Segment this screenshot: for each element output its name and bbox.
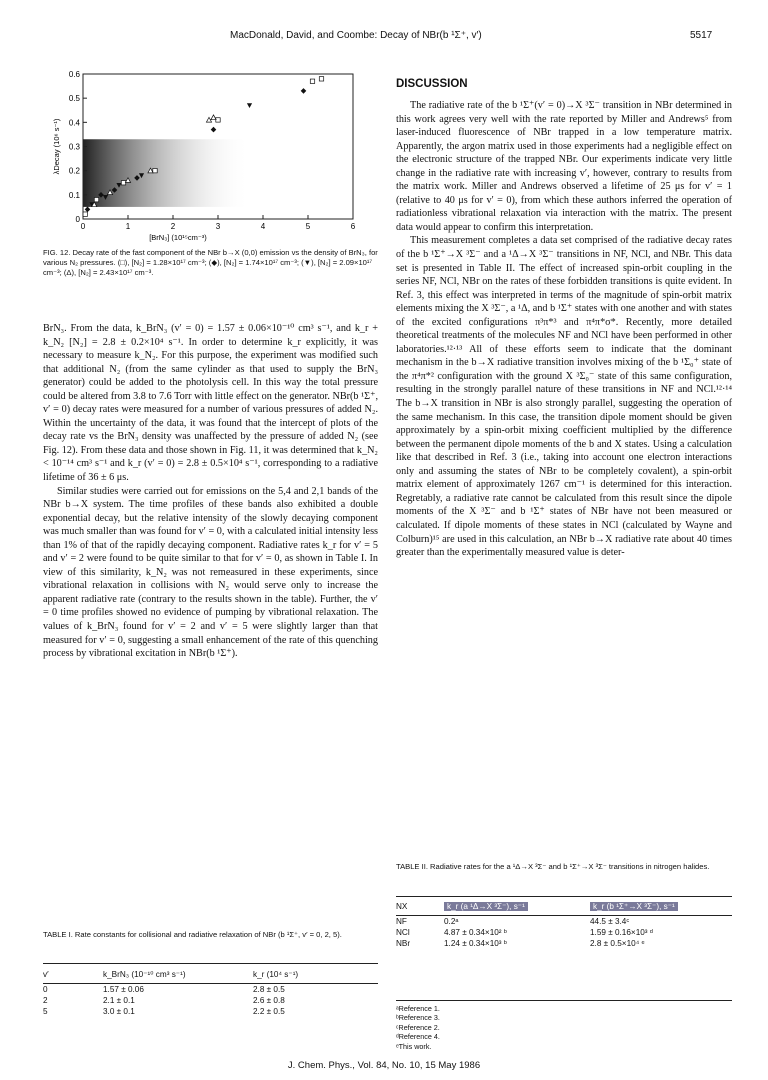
table-row [43,995,378,1006]
table-cell: 2.1 ± 0.1 [103,996,135,1005]
table-cell: 1.24 ± 0.34×10³ ᵇ [444,939,507,948]
data-point-triangle-down [247,103,252,108]
table-cell: 1.59 ± 0.16×10³ ᵈ [590,928,653,937]
table1-header: k_r (10⁴ s⁻¹) [253,964,378,984]
data-point-square [310,79,314,83]
table-cell: NF [396,917,407,926]
table-cell: 0 [43,985,48,994]
right-column-text [396,99,732,560]
data-point-triangle [211,115,216,120]
y-tick-label: 0.4 [68,118,80,128]
table-cell: 4.87 ± 0.34×10² ᵇ [444,928,507,937]
table2-header [590,897,732,916]
data-point-square [83,212,87,216]
y-tick-label: 0.5 [68,94,80,104]
table2-footnotes [396,1000,732,1051]
y-tick-label: 0.1 [68,190,80,200]
y-tick-label: 0.2 [68,166,80,176]
table-cell: 2.8 ± 0.5×10⁴ ᵉ [590,939,645,948]
x-tick-label: 4 [260,222,266,231]
plot-area [52,70,356,242]
data-point-square [153,168,157,172]
y-tick-label: 0.3 [68,142,80,152]
figure-caption: FIG. 12. Decay rate of the fast component of the NBr b→X (0,0) emission vs the density of BrN₃, for various N₂ pressures. (□), [N₂] = 1.28×10¹⁷ cm⁻³; (◆), [N₂] = 1.74×10¹⁷ cm⁻³; (▼), [N₂] = 2.09×10¹⁷ cm⁻³; (Δ), [N₂] = 2.43×10¹⁷ cm⁻³. [43,248,378,277]
table-cell: 2.2 ± 0.5 [253,1007,285,1016]
shaded-band [83,139,250,207]
footnote: ᶜReference 2. [396,1022,440,1032]
table-row [396,927,732,938]
discussion-heading: DISCUSSION [396,78,468,90]
table1 [43,963,378,1017]
table-row [43,984,378,996]
data-point-square [94,197,98,201]
y-tick-label: 0 [75,215,80,224]
y-tick-label: 0.6 [68,70,80,79]
table2-header [444,897,590,916]
table-cell: 5 [43,1007,48,1016]
x-tick-label: 0 [80,222,86,231]
data-point-square [319,77,323,81]
table-row [396,938,732,949]
body-paragraph: The radiative rate of the b ¹Σ⁺(v′ = 0)→X ³Σ⁻ transition in NBr determined in this work agrees very well with the rate reported by Miller and Andrews⁵ from laser-induced fluorescence of NBr trapped in a low temperature matrix. Apparently, the argon matrix used in those experiments had a negligible effect on the electronic structure of the trapped NBr. Our experiments indicate very little change in the radiative rate with increasing v′, however, contrary to results from the matrix work. Miller and Andrews observed a lifetime of 25 μs for v′ = 1 (relative to 40 μs for v′ = 0), from which these authors inferred the operation of radiationless vibrational relaxation via interaction with the matrix. The present data would appear to confirm this interpretation. [396,100,732,233]
journal-footer: J. Chem. Phys., Vol. 84, No. 10, 15 May 1986 [287,1060,481,1071]
body-paragraph: BrN₃. From the data, k_BrN₃ (v′ = 0) = 1.57 ± 0.06×10⁻¹⁰ cm³ s⁻¹, and k_r + k_N₂ [N₂] = 2.8 ± 0.2×10⁴ s⁻¹. In order to determine k_r explicitly, it was necessary to measure k_N₂. For this purpose, the experiment was modified such that additional N₂ (from the same cylinder as that used to supply the BrN₃ generator) could be added to the photolysis cell. In this way the total pressure could be altered from 3.8 to 7.6 Torr with little effect on the generator. NBr(b ¹Σ⁺, v′ = 0) decay rates were measured for a number of various pressures of added N₂. Within the uncertainty of the data, it was found that the intercept of plots of the decay rate vs the BrN₃ density was unaffected by the pressure of added N₂ (see Fig. 12). From these data and those shown in Fig. 11, it was determined that k_N₂ < 10⁻¹⁴ cm³ s⁻¹ and k_r (v′ = 0) = 2.8 ± 0.5×10⁴ s⁻¹, corresponding to a radiative lifetime of 36 ± 6 μs. [43,323,378,484]
x-tick-label: 3 [215,222,221,231]
page-number: 5517 [690,30,713,41]
table2 [396,896,732,949]
body-paragraph: Similar studies were carried out for emissions on the 5,4 and 2,1 bands of the NBr b→X system. The time profiles of these bands also exhibited a double exponential decay, but the relative intensity of the slowly decaying component was much smaller than was found for v′ = 0, with a calculated initial intensity less than 1% of that of the rapidly decaying component. Radiative rates k_r for v′ = 5 and v′ = 2 were found to be quite similar to that for v′ = 0, as shown in Table I. In view of this similarity, k_N₂ was not remeasured in these experiments, since vibrational relaxation in collisions with N₂ would serve only to increase the apparent radiative rate (contrary to the results shown in the table). Further, the v′ = 0 time profiles showed no evidence of pumping by vibrational relaxation. The values of k_BrN₃ found for v′ = 2 and v′ = 5 were slightly larger than that measured for v′ = 0, suggesting a small enhancement of the rate of this quenching process by vibrational excitation in NBr(b ¹Σ⁺). [43,485,378,660]
table-row [43,1006,378,1017]
table2-header-label: k_r (b ¹Σ⁺→X ³Σ⁻), s⁻¹ [590,902,678,911]
figure-12-chart [43,64,363,244]
table-cell: NBr [396,939,411,948]
table-cell: 2.6 ± 0.8 [253,996,285,1005]
footnote: ᵇReference 3. [396,1013,440,1023]
data-point-diamond [85,207,91,213]
x-tick-label: 1 [125,222,131,231]
table2-header: NX [396,897,444,916]
footnote: ᵈReference 4. [396,1032,440,1042]
body-paragraph: This measurement completes a data set comprised of the radiative decay rates of the b ¹Σ⁺→X ³Σ⁻ and a ¹Δ→X ³Σ⁻ transitions in NF, NCl, and NBr. This data set is presented in Table II. The effect of increased spin-orbit coupling in the series NF, NCl, NBr on the rates of these forbidden transitions is quite evident. In Ref. 3, this effect was interpreted in terms of the magnitude of spin-orbit matrix elements mixing the X ³Σ⁻, a ¹Δ, and b ¹Σ⁺ states with one another and with states of the excited configurations π³π*³ and π⁴π*σ*. Recently, more detailed theoretical treatments of the molecules NF and NCl have been performed in other laboratories.¹²·¹³ All of these efforts seem to indicate that the dominant mechanism in the b→X radiative transition involves mixing of the b ¹Σ₀⁺ state of the π⁴π*² configuration with the ground X ³Σ₀⁻ state of this same configuration, resulting in the strongly parallel nature of these transitions in NF and NCl.¹²·¹⁴ The b→X transition in NBr is also strongly parallel, suggesting the operation of the same mechanism. In this case, the transition dipole moment should be given approximately by a spin-orbit mixing coefficient multiplied by the difference between the permanent dipole moments of the b and X states. Using a calculation like that described in Ref. 3 (i.e., taking into account one electron interactions only and assuming the states of NBr to be completely covalent), a spin-orbit matrix element of approximately 1267 cm⁻¹ is determined for this interaction. Regretably, a radiative rate cannot be calculated from this result since the dipole moments of the X ³Σ⁻ and b ¹Σ⁺ states of NBr have not been measured or calculated. If dipole moments of these states in NCl (calculated by Wayne and Colburn)¹⁵ are used in this calculation, an NBr b→X radiative rate about 40 times greater than the experimentally measured value is deter- [396,235,732,559]
x-tick-label: 5 [305,222,311,231]
x-tick-label: 2 [170,222,176,231]
table-cell: 3.0 ± 0.1 [103,1007,135,1016]
table1-header: v′ [43,964,103,984]
table-cell: 44.5 ± 3.4ᶜ [590,917,630,926]
left-column-text [43,322,378,661]
table-cell: 0.2ᵃ [444,917,459,926]
running-head: MacDonald, David, and Coombe: Decay of NBr(b ¹Σ⁺, v′) [230,30,482,41]
table2-header-label: k_r (a ¹Δ→X ³Σ⁻), s⁻¹ [444,902,528,911]
data-point-diamond [211,127,217,133]
x-axis-label: [BrN₃] (10¹⁵cm⁻³) [149,233,207,242]
table-row [396,916,732,928]
x-tick-label: 6 [350,222,356,231]
table-cell: 2.8 ± 0.5 [253,985,285,994]
footnote: ᵃReference 1. [396,1004,440,1013]
table-cell: 2 [43,996,48,1005]
table2-caption: TABLE II. Radiative rates for the a ¹Δ→X ³Σ⁻ and b ¹Σ⁺→X ³Σ⁻ transitions in nitrogen halides. [396,862,710,871]
table-cell: NCl [396,928,410,937]
table1-caption: TABLE I. Rate constants for collisional and radiative relaxation of NBr (b ¹Σ⁺, v′ = 0, 2, 5). [43,930,342,939]
footnote: ᵉThis work. [396,1041,432,1051]
table-cell: 1.57 ± 0.06 [103,985,144,994]
data-point-diamond [301,88,307,94]
y-axis-label: λDecay (10⁶ s⁻¹) [52,118,61,175]
table1-header: k_BrN₃ (10⁻¹⁰ cm³ s⁻¹) [103,964,253,984]
